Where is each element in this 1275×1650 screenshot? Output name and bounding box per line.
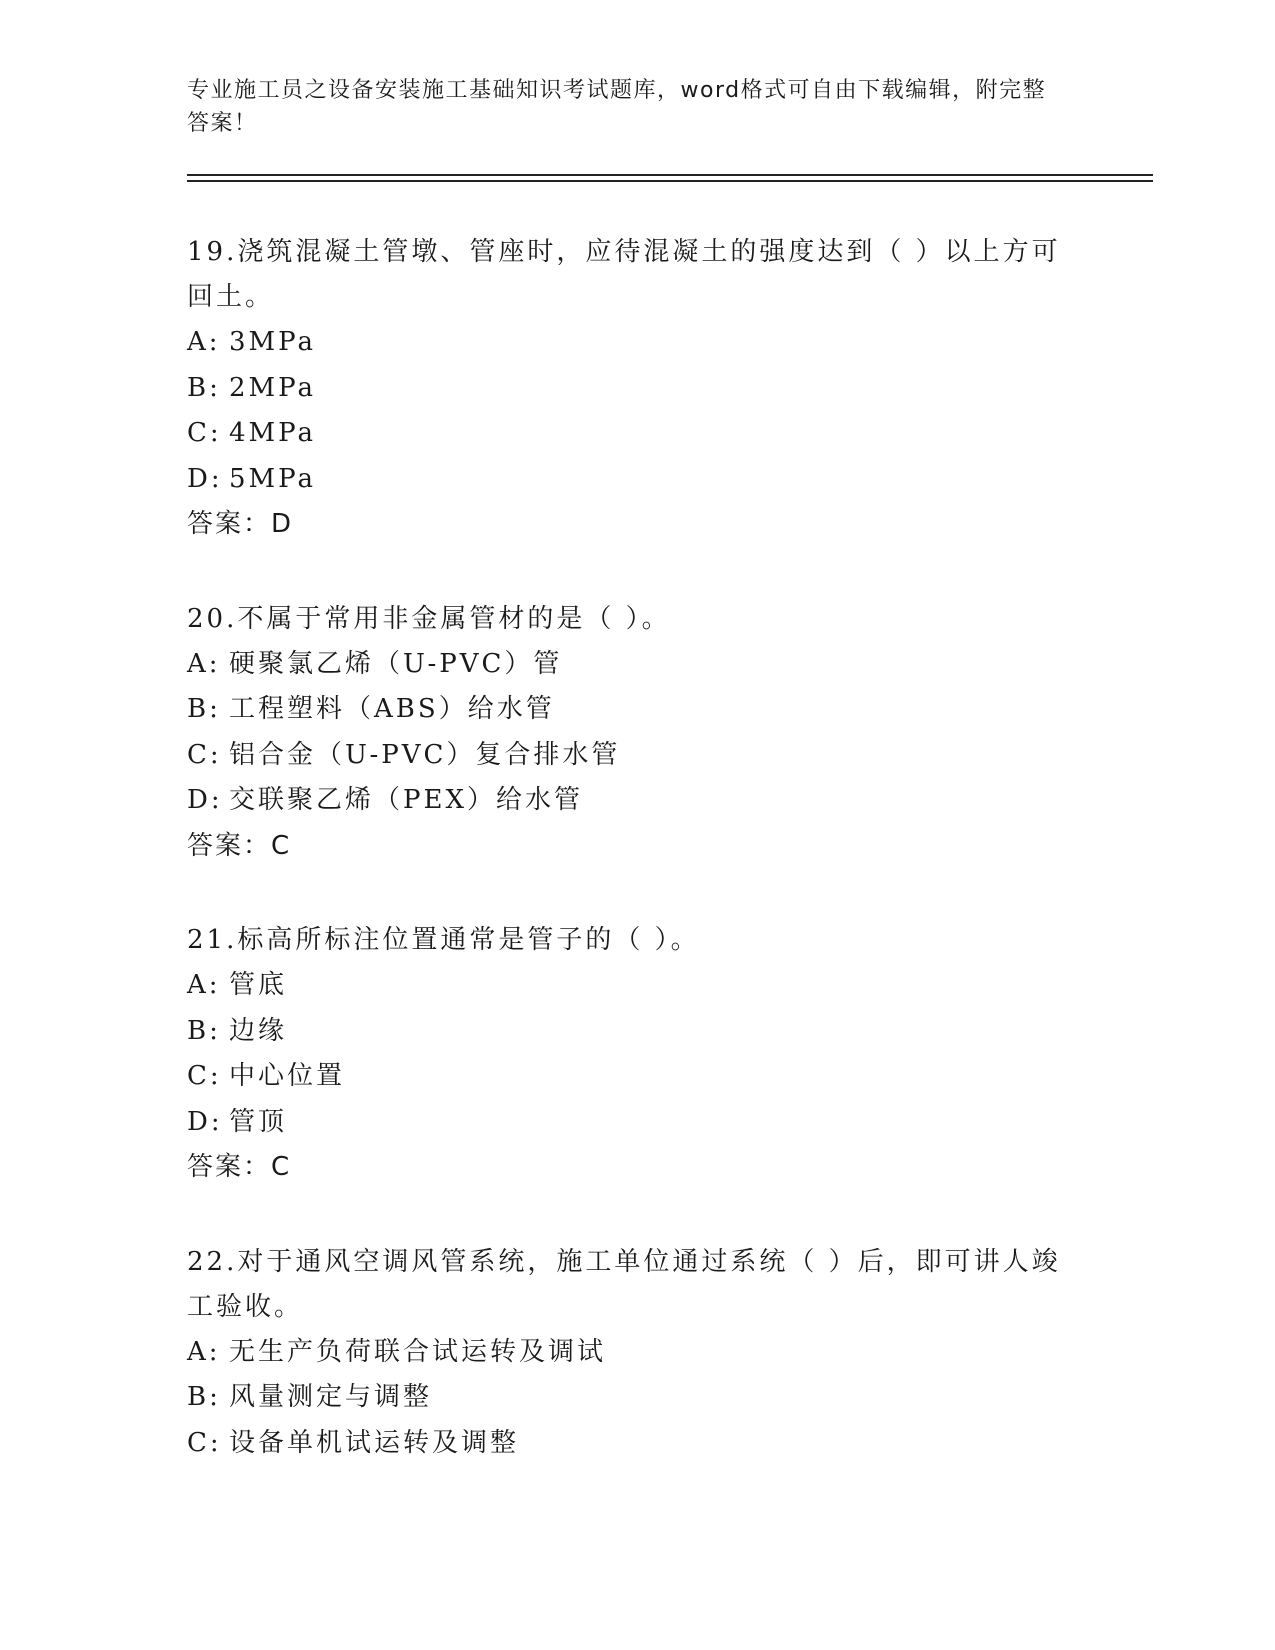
option-text: 铝合金（U-PVC）复合排水管 <box>229 739 621 770</box>
question-20 <box>187 597 1067 870</box>
header-title: 专业施工员之设备安装施工基础知识考试题库，word格式可自由下载编辑，附完整答案！ <box>187 78 1047 136</box>
question-list <box>187 230 1067 1515</box>
option-b <box>187 687 1067 733</box>
option-text: 硬聚氯乙烯（U-PVC）管 <box>229 648 563 679</box>
option-b <box>187 1375 1067 1421</box>
option-d <box>187 778 1067 824</box>
option-letter: C: <box>187 418 222 448</box>
header-divider-bottom <box>187 180 1153 182</box>
option-letter: C: <box>187 1427 222 1458</box>
option-letter: A: <box>187 970 221 1000</box>
option-letter: A: <box>187 1336 221 1367</box>
option-text: 管顶 <box>229 1106 288 1137</box>
option-letter: B: <box>187 372 221 403</box>
question-22 <box>187 1240 1067 1467</box>
option-a <box>187 1330 1067 1376</box>
option-letter: A: <box>187 327 221 357</box>
option-text: 3MPa <box>229 327 316 357</box>
option-d <box>187 457 1067 503</box>
header-divider-top <box>187 174 1153 176</box>
option-letter: A: <box>187 648 221 679</box>
question-19 <box>187 230 1067 548</box>
option-text: 5MPa <box>229 463 316 494</box>
option-c <box>187 733 1067 779</box>
question-text: 19.浇筑混凝土管墩、管座时，应待混凝土的强度达到（ ）以上方可回土。 <box>187 237 1061 312</box>
option-text: 设备单机试运转及调整 <box>229 1427 520 1458</box>
answer: 答案：C <box>187 830 292 861</box>
option-d <box>187 1100 1067 1146</box>
answer: 答案：C <box>187 1152 292 1182</box>
option-text: 工程塑料（ABS）给水管 <box>229 694 555 724</box>
option-text: 中心位置 <box>229 1061 346 1091</box>
answer: 答案：D <box>187 509 294 539</box>
option-text: 交联聚乙烯（PEX）给水管 <box>229 785 583 815</box>
option-letter: B: <box>187 1382 221 1412</box>
option-letter: B: <box>187 1015 221 1046</box>
option-letter: B: <box>187 694 221 724</box>
option-c <box>187 1421 1067 1467</box>
option-b <box>187 366 1067 412</box>
option-c <box>187 411 1067 457</box>
question-21 <box>187 918 1067 1191</box>
option-text: 4MPa <box>229 418 316 448</box>
option-a <box>187 963 1067 1009</box>
option-letter: D: <box>187 785 223 815</box>
option-a <box>187 642 1067 688</box>
option-letter: D: <box>187 463 223 494</box>
option-text: 2MPa <box>229 372 316 403</box>
question-text: 22.对于通风空调风管系统，施工单位通过系统（ ）后，即可讲人竣工验收。 <box>187 1246 1061 1322</box>
option-text: 风量测定与调整 <box>229 1382 433 1412</box>
option-letter: C: <box>187 1061 222 1091</box>
question-text: 20.不属于常用非金属管材的是（ ）。 <box>187 603 671 634</box>
option-b <box>187 1009 1067 1055</box>
option-c <box>187 1054 1067 1100</box>
question-text: 21.标高所标注位置通常是管子的（ ）。 <box>187 925 700 955</box>
option-text: 边缘 <box>229 1015 288 1046</box>
option-letter: C: <box>187 739 222 770</box>
option-text: 无生产负荷联合试运转及调试 <box>229 1336 607 1367</box>
option-letter: D: <box>187 1106 223 1137</box>
option-a <box>187 320 1067 366</box>
option-text: 管底 <box>229 970 288 1000</box>
document-header <box>187 74 1067 140</box>
